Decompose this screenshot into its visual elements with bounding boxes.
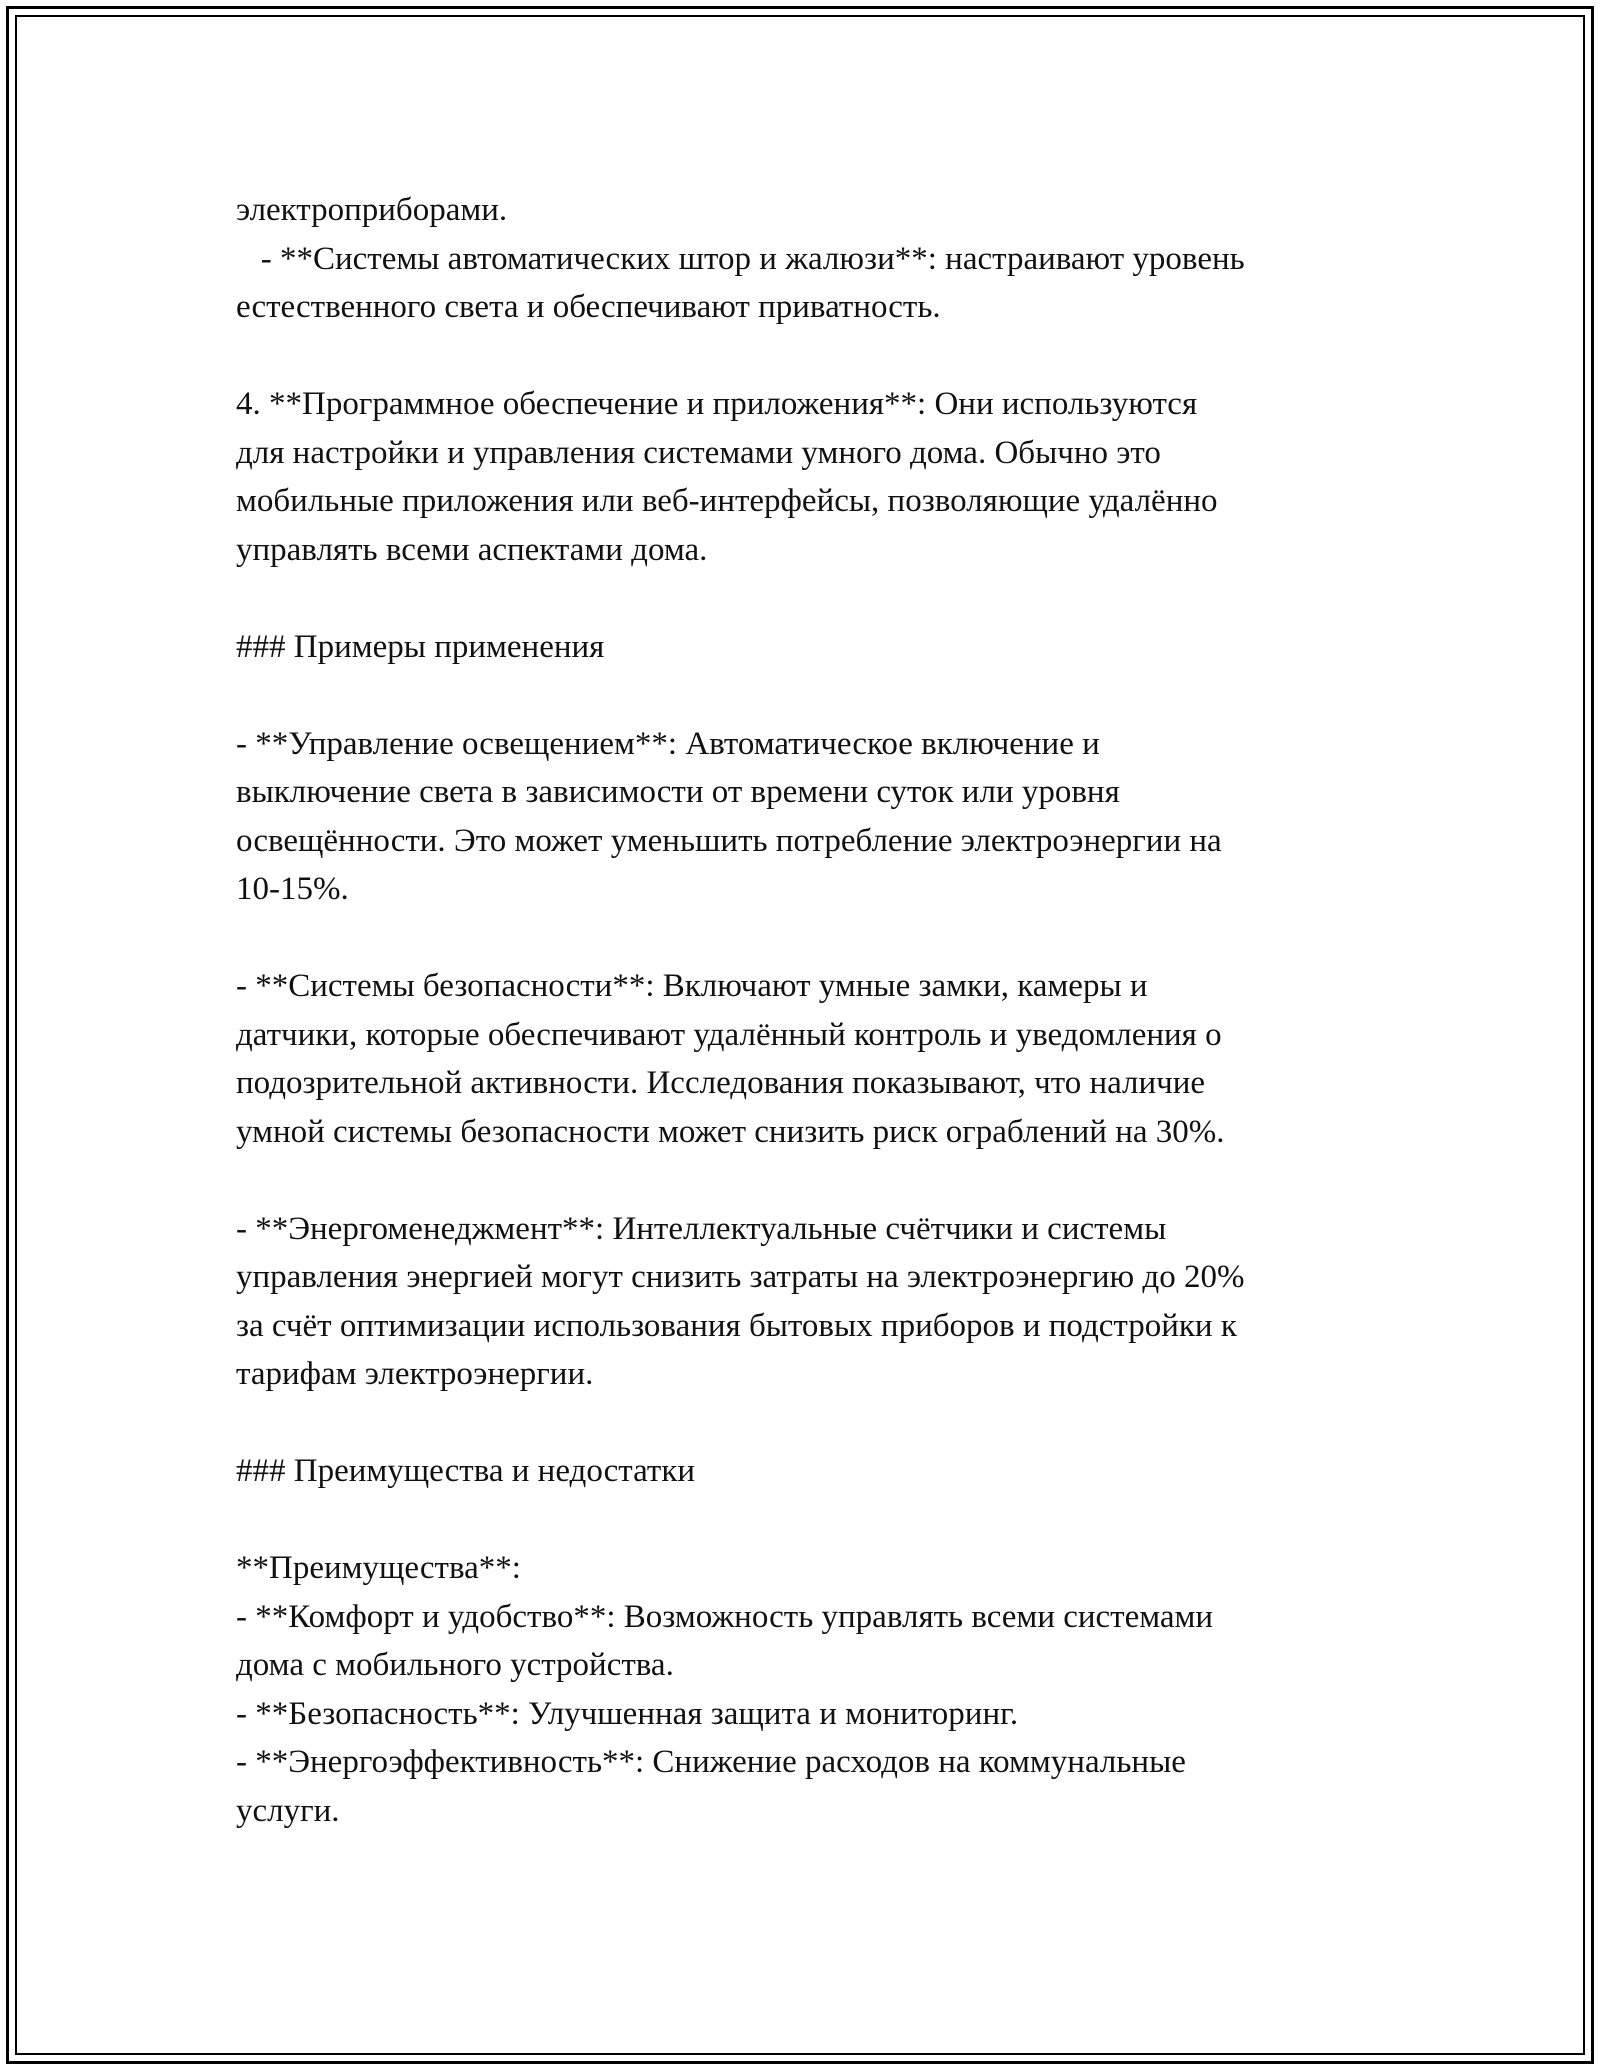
paragraph-gap: [236, 1496, 1416, 1545]
text-line: - **Энергоменеджмент**: Интеллектуальные счётчики и системы: [236, 1210, 1167, 1247]
paragraph-gap: [236, 914, 1416, 963]
paragraph: [236, 380, 1416, 574]
text-line: тарифам электроэнергии.: [236, 1356, 594, 1392]
paragraph-gap: [236, 671, 1416, 720]
text-line: умной системы безопасности может снизить риск ограблений на 30%.: [236, 1113, 1225, 1150]
text-line: - **Безопасность**: Улучшенная защита и мониторинг.: [236, 1695, 1019, 1732]
text-line: - **Системы безопасности**: Включают умные замки, камеры и: [236, 968, 1148, 1004]
text-line: услуги.: [236, 1792, 340, 1829]
section-heading: [236, 1447, 1416, 1496]
text-line: электроприборами.: [236, 192, 508, 228]
heading-text: ### Преимущества и недостатки: [236, 1453, 696, 1489]
text-line: для настройки и управления системами умного дома. Обычно это: [236, 434, 1161, 471]
text-line: выключение света в зависимости от времени суток или уровня: [236, 774, 1120, 810]
paragraph: [236, 1205, 1416, 1399]
paragraph: [236, 720, 1416, 914]
text-line: подозрительной активности. Исследования показывают, что наличие: [236, 1065, 1206, 1101]
text-line: 4. **Программное обеспечение и приложения**: Они используются: [236, 386, 1198, 422]
text-line: датчики, которые обеспечивают удалённый контроль и уведомления о: [236, 1016, 1222, 1053]
paragraph-gap: [236, 574, 1416, 623]
text-line: - **Управление освещением**: Автоматическое включение и: [236, 725, 1100, 762]
text-line: - **Комфорт и удобство**: Возможность управлять всеми системами: [236, 1598, 1214, 1635]
text-line: за счёт оптимизации использования бытовых приборов и подстройки к: [236, 1307, 1237, 1344]
text-line: естественного света и обеспечивают приватность.: [236, 289, 941, 325]
text-line: дома с мобильного устройства.: [236, 1647, 674, 1683]
paragraph-gap: [236, 332, 1416, 381]
text-line: **Преимущества**:: [236, 1550, 521, 1586]
section-heading: [236, 623, 1416, 672]
text-line: управления энергией могут снизить затраты на электроэнергию до 20%: [236, 1259, 1245, 1295]
paragraph: [236, 962, 1416, 1156]
text-line: мобильные приложения или веб-интерфейсы, позволяющие удалённо: [236, 483, 1218, 519]
paragraph-gap: [236, 1399, 1416, 1448]
text-line: - **Энергоэффективность**: Снижение расходов на коммунальные: [236, 1744, 1186, 1780]
paragraph-gap: [236, 1156, 1416, 1205]
heading-text: ### Примеры применения: [236, 628, 605, 665]
paragraph: [236, 186, 1416, 332]
text-line: управлять всеми аспектами дома.: [236, 531, 708, 568]
text-line: освещённости. Это может уменьшить потребление электроэнергии на: [236, 822, 1222, 859]
paragraph: [236, 1544, 1416, 1835]
text-line: - **Системы автоматических штор и жалюзи**: настраивают уровень: [236, 240, 1245, 277]
document-body: [236, 186, 1416, 1835]
text-line: 10-15%.: [236, 871, 349, 907]
